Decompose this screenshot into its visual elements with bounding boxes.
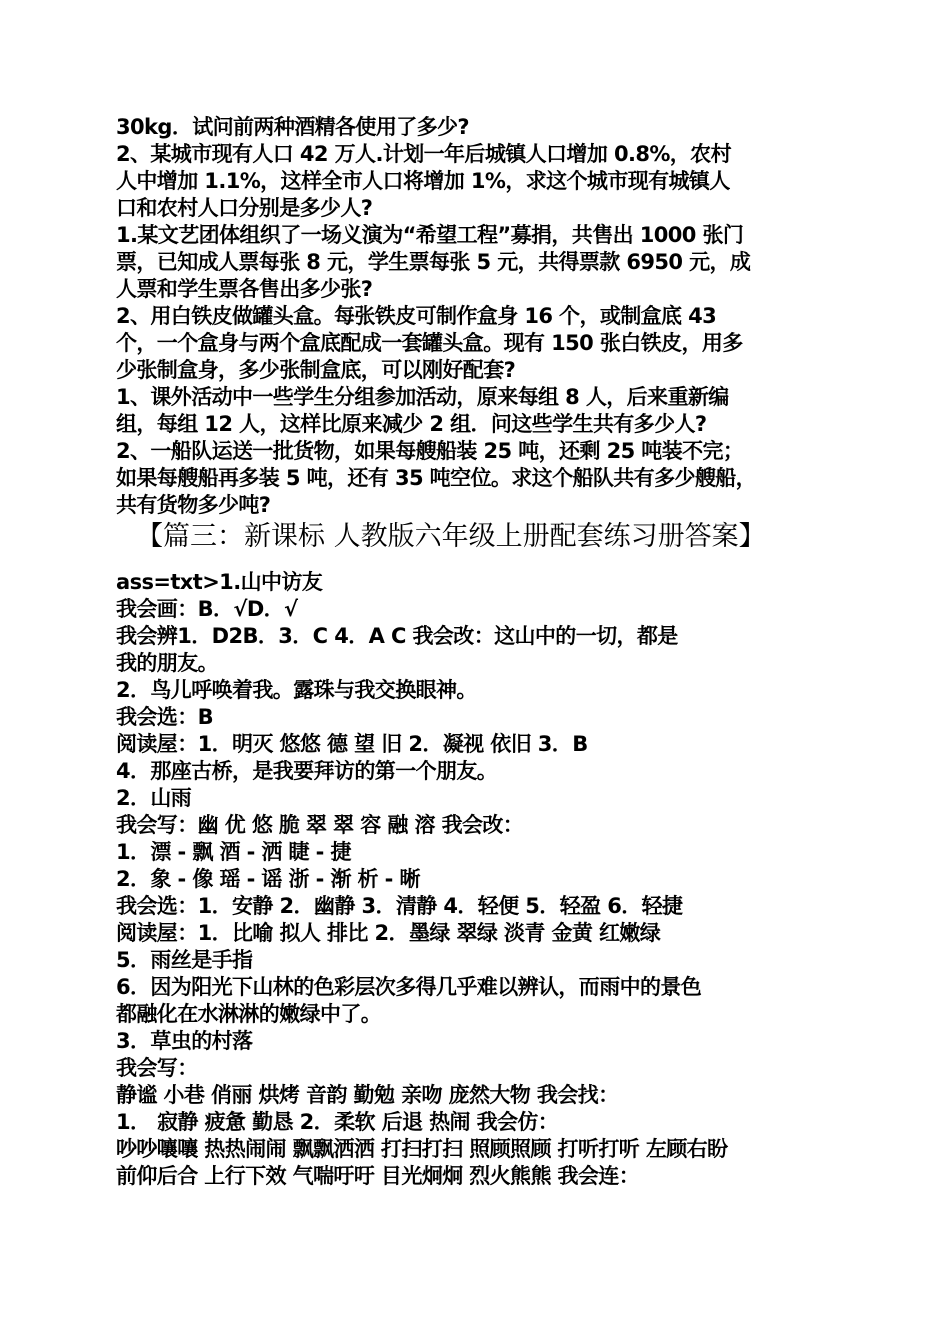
text-line: 人中增加 1.1%，这样全市人口将增加 1%，求这个城市现有城镇人 (116, 169, 730, 193)
text-line: 少张制盒身，多少张制盒底，可以刚好配套? (116, 358, 516, 382)
text-line: 静谧 小巷 俏丽 烘烤 音韵 勤勉 亲吻 庞然大物 我会找： (116, 1083, 619, 1107)
text-line: 2、一船队运送一批货物，如果每艘船装 25 吨，还剩 25 吨装不完； (116, 439, 744, 463)
text-line: 我的朋友。 (116, 651, 218, 675)
text-line: 1． 寂静 疲惫 勤恳 2．柔软 后退 热闹 我会仿： (116, 1110, 559, 1134)
text-line: ass=txt>1.山中访友 (116, 570, 323, 594)
section-heading: 【篇三：新课标 人教版六年级上册配套练习册答案】 (136, 521, 766, 552)
text-line: 都融化在水淋淋的嫩绿中了。 (116, 1002, 382, 1026)
text-line: 5．雨丝是手指 (116, 948, 253, 972)
text-line: 2．山雨 (116, 786, 192, 810)
document-body (116, 114, 840, 1190)
text-line: 2．象 - 像 瑶 - 谣 浙 - 渐 析 - 晰 (116, 867, 420, 891)
text-line: 吵吵嚷嚷 热热闹闹 飘飘洒洒 打扫打扫 照顾照顾 打听打听 左顾右盼 (116, 1137, 728, 1161)
text-line: 3．草虫的村落 (116, 1029, 253, 1053)
text-line: 人票和学生票各售出多少张? (116, 277, 373, 301)
text-line: 我会选：B (116, 705, 214, 729)
text-line: 票，已知成人票每张 8 元，学生票每张 5 元，共得票款 6950 元，成 (116, 250, 751, 274)
text-line: 阅读屋：1．明灭 悠悠 德 望 旧 2．凝视 依旧 3．B (116, 732, 588, 756)
text-line: 阅读屋：1．比喻 拟人 排比 2．墨绿 翠绿 淡青 金黄 红嫩绿 (116, 921, 661, 945)
text-line: 如果每艘船再多装 5 吨，还有 35 吨空位。求这个船队共有多少艘船， (116, 466, 757, 490)
text-line: 口和农村人口分别是多少人? (116, 196, 373, 220)
text-line: 前仰后合 上行下效 气喘吁吁 目光炯炯 烈火熊熊 我会连： (116, 1164, 640, 1188)
text-line: 我会辨1．D2B．3．C 4．A C 我会改：这山中的一切，都是 (116, 624, 678, 648)
text-line: 我会写： (116, 1056, 198, 1080)
text-line: 我会画：B．√D．√ (116, 597, 298, 621)
text-line: 2、某城市现有人口 42 万人.计划一年后城镇人口增加 0.8%，农村 (116, 142, 731, 166)
text-line: 2．鸟儿呼唤着我。露珠与我交换眼神。 (116, 678, 477, 702)
text-line: 4．那座古桥，是我要拜访的第一个朋友。 (116, 759, 498, 783)
spacer (116, 555, 840, 569)
text-line: 1、课外活动中一些学生分组参加活动，原来每组 8 人，后来重新编 (116, 385, 729, 409)
text-line: 1.某文艺团体组织了一场义演为“希望工程”募捐，共售出 1000 张门 (116, 223, 744, 247)
text-line: 组，每组 12 人，这样比原来减少 2 组．问这些学生共有多少人? (116, 412, 707, 436)
text-line: 我会选：1．安静 2．幽静 3．清静 4．轻便 5．轻盈 6．轻捷 (116, 894, 683, 918)
text-line: 2、用白铁皮做罐头盒。每张铁皮可制作盒身 16 个，或制盒底 43 (116, 304, 717, 328)
text-line: 个，一个盒身与两个盒底配成一套罐头盒。现有 150 张白铁皮，用多 (116, 331, 743, 355)
text-line: 30kg．试问前两种酒精各使用了多少? (116, 115, 470, 139)
text-line: 6．因为阳光下山林的色彩层次多得几乎难以辨认，而雨中的景色 (116, 975, 702, 999)
text-line: 共有货物多少吨? (116, 493, 271, 517)
text-line: 1．漂 - 飘 酒 - 洒 睫 - 捷 (116, 840, 351, 864)
text-line: 我会写：幽 优 悠 脆 翠 翠 容 融 溶 我会改： (116, 813, 524, 837)
